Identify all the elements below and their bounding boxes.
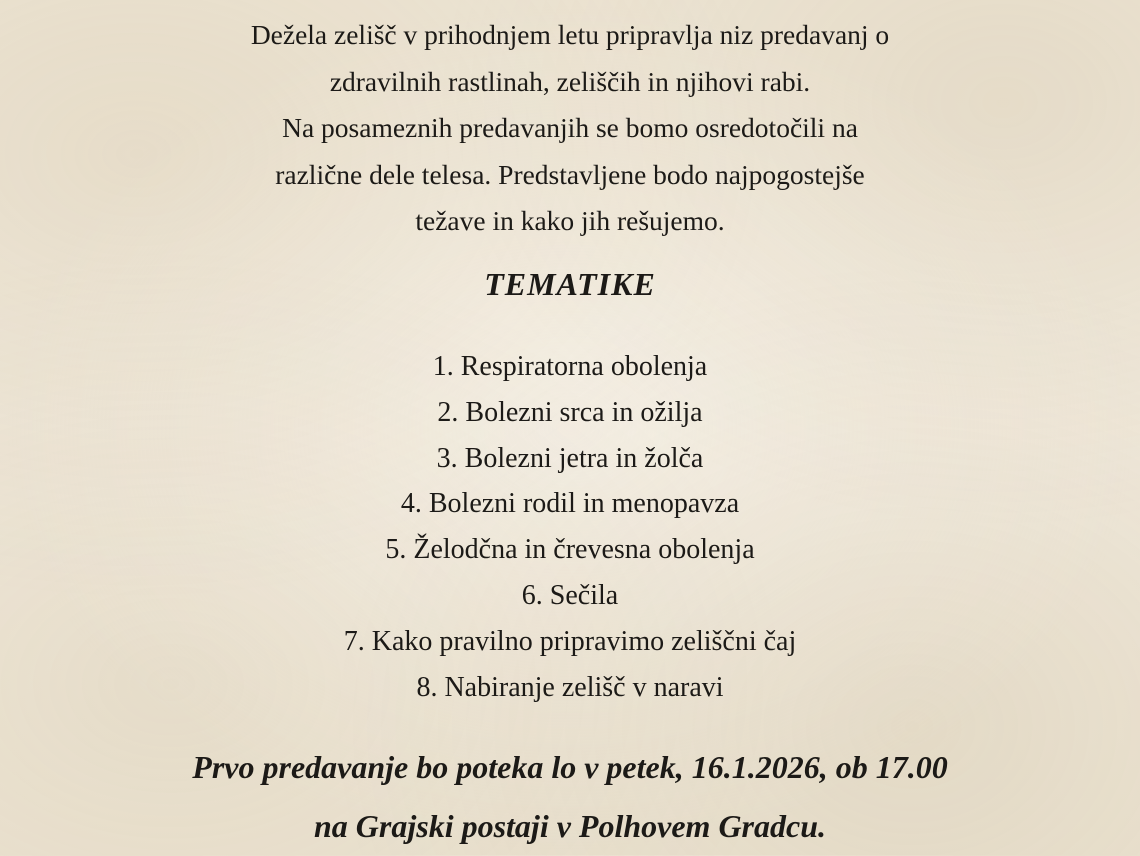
topics-heading: TEMATIKE [484,266,656,302]
notice-line: na Grajski postaji v Polhovem Gradcu. [313,808,826,844]
topic-item: 4. Bolezni rodil in menopavza [400,488,740,520]
intro-line: težave in kako jih rešujemo. [415,205,725,236]
topics-list [0,344,1140,710]
topic-item: 8. Nabiranje zelišč v naravi [416,671,724,703]
topic-item: 6. Sečila [521,579,619,611]
notice-line: Prvo predavanje bo poteka lo v petek, 16.1.2026, ob 17.00 [192,749,948,785]
intro-paragraph [0,12,1140,245]
intro-line: zdravilnih rastlinah, zeliščih in njihovi rabi. [329,65,811,97]
topic-item: 2. Bolezni srca in ožilja [437,396,703,428]
topic-item: 5. Želodčna in črevesna obolenja [385,534,755,566]
intro-line: Dežela zelišč v prihodnjem letu pripravlja niz predavanj o [250,19,890,50]
first-lecture-notice [0,738,1140,856]
topic-item: 7. Kako pravilno pripravimo zeliščni čaj [343,625,797,657]
topic-item: 3. Bolezni jetra in žolča [436,442,704,474]
topic-item: 1. Respiratorna obolenja [432,351,708,382]
intro-line: Na posameznih predavanjih se bomo osredotočili na [282,112,858,143]
intro-line: različne dele telesa. Predstavljene bodo najpogostejše [275,158,865,190]
